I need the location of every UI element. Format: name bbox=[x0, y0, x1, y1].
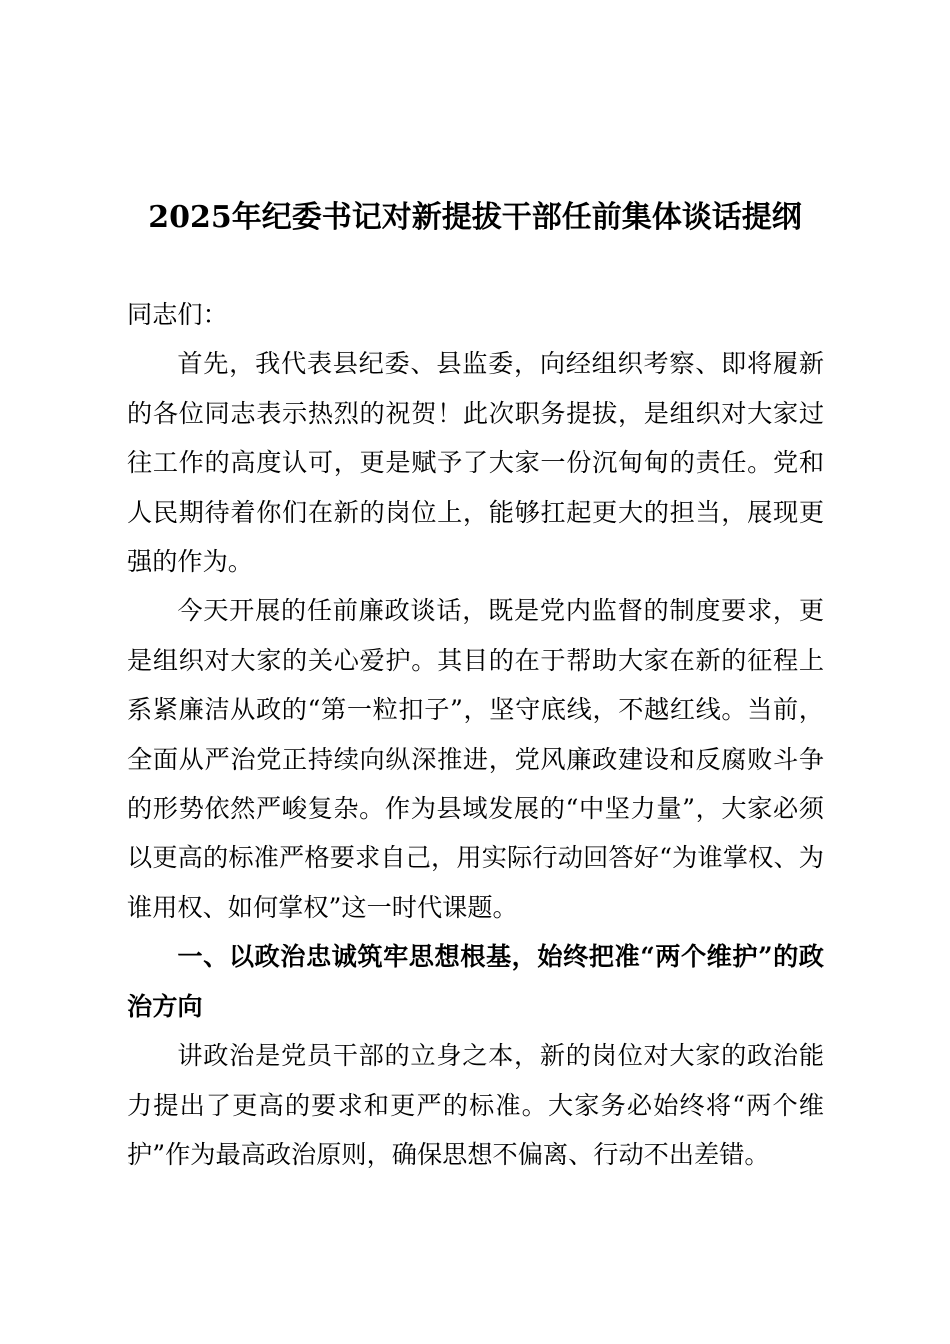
paragraph-integrity-talk: 今天开展的任前廉政谈话，既是党内监督的制度要求，更是组织对大家的关心爱护。其目的在于帮助大家在新的征程上系紧廉洁从政的“第一粒扣子”，坚守底线，不越红线。当前，全面从严治党正持续向纵深推进，党风廉政建设和反腐败斗争的形势依然严峻复杂。作为县域发展的“中坚力量”，大家必须以更高的标准严格要求自己，用实际行动回答好“为谁掌权、为谁用权、如何掌权”这一时代课题。 bbox=[127, 596, 824, 922]
document-title: 2025年纪委书记对新提拔干部任前集体谈话提纲 bbox=[148, 200, 802, 235]
document-body bbox=[127, 290, 824, 1179]
paragraph-congratulations: 首先，我代表县纪委、县监委，向经组织考察、即将履新的各位同志表示热烈的祝贺！此次职务提拔，是组织对大家过往工作的高度认可，更是赋予了大家一份沉甸甸的责任。党和人民期待着你们在新的岗位上，能够扛起更大的担当，展现更强的作为。 bbox=[127, 349, 824, 577]
salutation: 同志们： bbox=[127, 300, 228, 329]
section-heading: 一、以政治忠诚筑牢思想根基，始终把准“两个维护”的政治方向 bbox=[127, 941, 824, 1021]
paragraph-political-loyalty: 讲政治是党员干部的立身之本，新的岗位对大家的政治能力提出了更高的要求和更严的标准。大家务必始终将“两个维护”作为最高政治原则，确保思想不偏离、行动不出差错。 bbox=[127, 1041, 824, 1169]
